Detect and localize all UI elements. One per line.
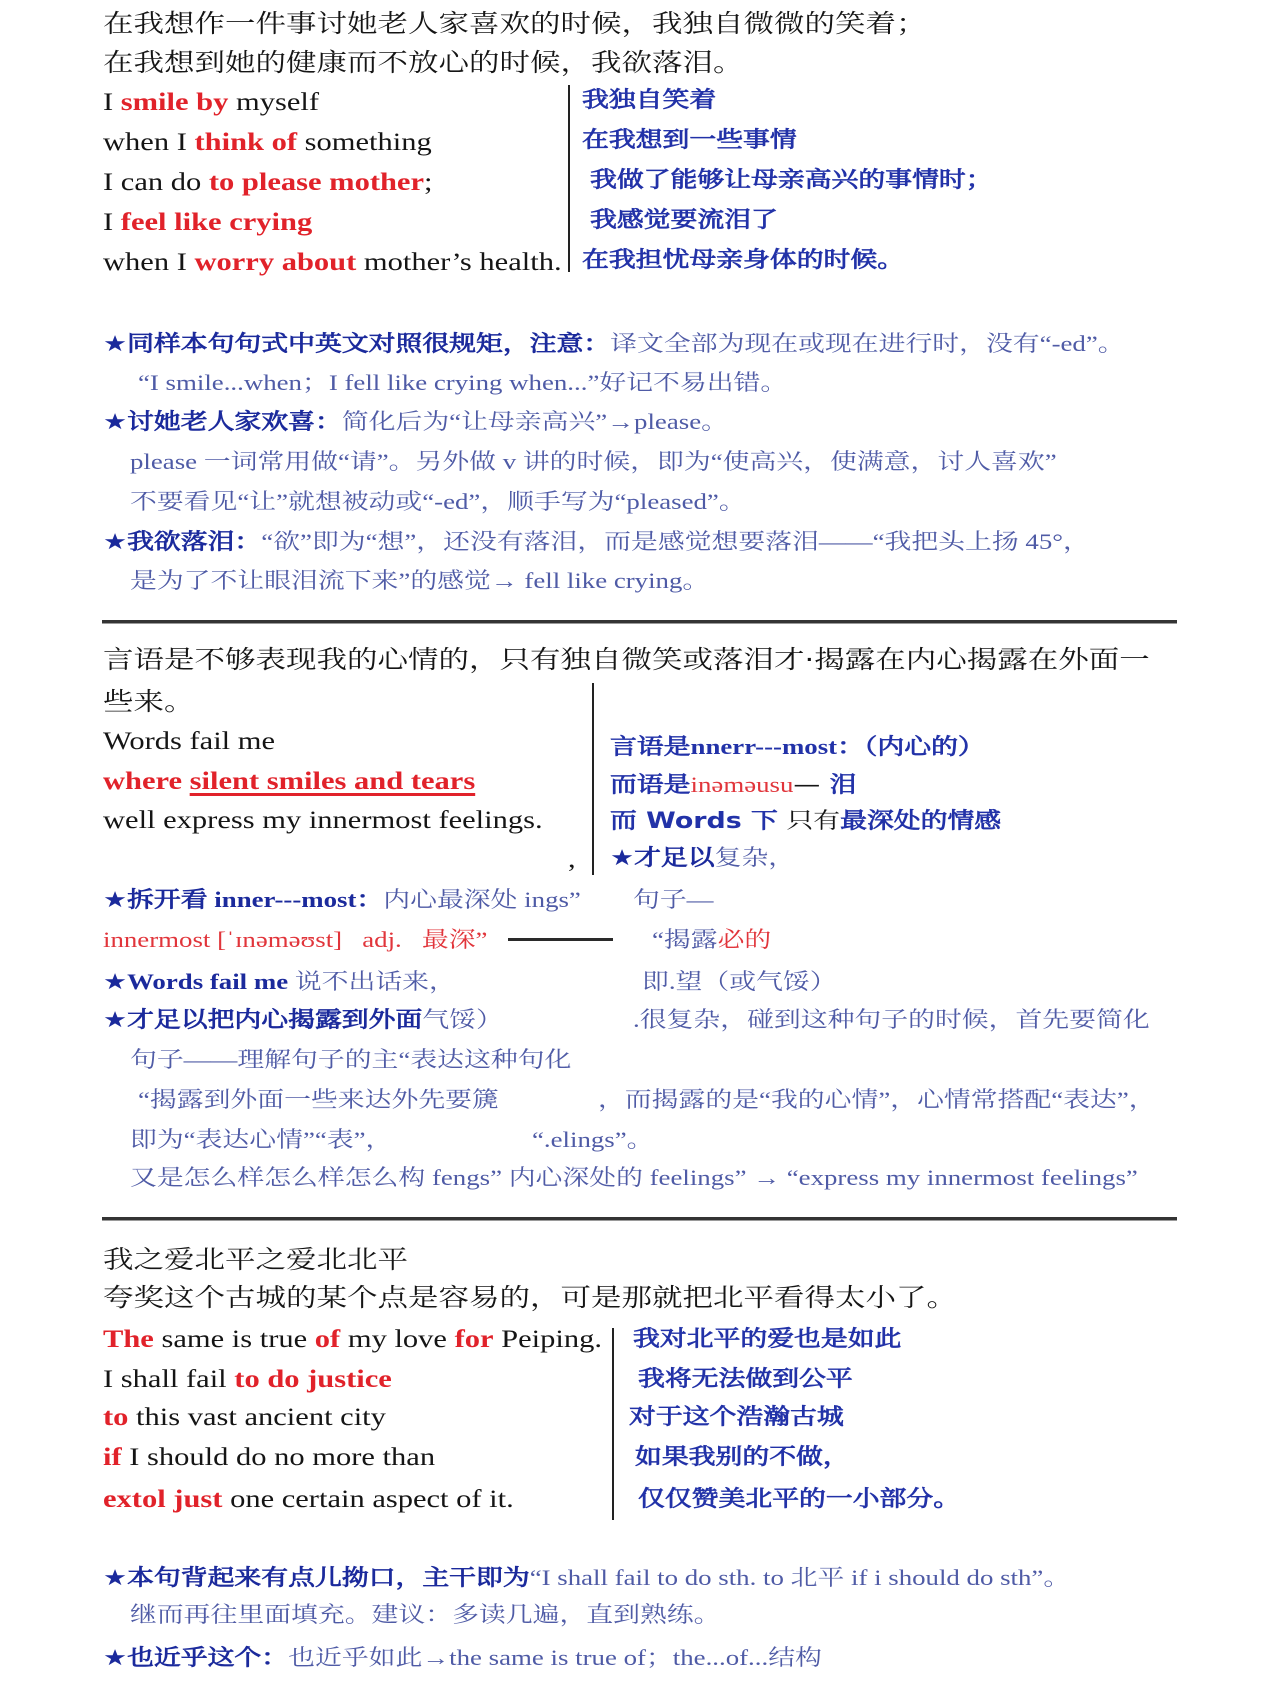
translation-line: 我感觉要流泪了	[590, 208, 778, 233]
note-line	[103, 1560, 1070, 1596]
translation-line: 在我想到一些事情	[582, 128, 797, 153]
translation-text: 只有	[777, 809, 841, 834]
dash-line	[508, 938, 613, 941]
keyword: to please mother	[208, 169, 425, 196]
star-icon: ★	[103, 530, 128, 555]
keyword: to	[103, 1404, 129, 1431]
note-label: 本句背起来有点儿拗口，主干即为	[127, 1566, 530, 1591]
note-line: “I smile...when；I fell like crying when...”好记不易出错。	[138, 370, 788, 395]
note-line	[103, 922, 487, 958]
english-text: ;	[424, 169, 433, 196]
english-text: I	[103, 209, 121, 236]
underlined-keyword: silent smiles and tears	[189, 768, 476, 795]
keyword: extol just	[103, 1486, 223, 1513]
note-label: 才足以把内心揭露到外面	[127, 1008, 423, 1033]
english-line: well express my innermost feelings.	[103, 807, 543, 834]
translation-line: 对于这个浩瀚古城	[629, 1405, 844, 1430]
english-line	[103, 1362, 392, 1398]
translation-text: 而语是	[610, 773, 691, 798]
star-icon: ★	[103, 1646, 128, 1671]
english-line	[103, 205, 312, 241]
note-aside: .很复杂，碰到这种句子的时候，首先要简化	[633, 1007, 1150, 1032]
translation-text: 泪	[820, 773, 857, 798]
translation-text: nnerr---most：	[690, 734, 864, 759]
keyword: smile by	[120, 89, 229, 116]
note-text: 译文全部为现在或现在进行时，没有“-ed”。	[610, 331, 1125, 356]
note-line	[610, 840, 795, 876]
english-line	[103, 125, 432, 161]
note-aside: 即.望（或气馁）	[642, 969, 837, 994]
star-icon: ★	[103, 410, 128, 435]
keyword: feel like crying	[120, 209, 313, 236]
english-line	[103, 1440, 435, 1476]
note-line: please 一词常用做“请”。另外做 v 讲的时候，即为“使高兴，使满意，讨人喜欢”	[130, 449, 1057, 474]
note-label: Words fail me	[127, 969, 295, 994]
note-text: “揭露	[652, 927, 718, 952]
vocab-meaning: 最深”	[421, 927, 488, 952]
note-line: 即为“表达心情”“表”，	[130, 1127, 393, 1152]
english-text: same is true	[153, 1326, 315, 1353]
translation-line: 我对北平的爱也是如此	[633, 1327, 902, 1352]
note-text: “I shall fail to do sth. to 北平 if i should do sth”。	[529, 1565, 1071, 1590]
stray-mark: ,	[568, 846, 576, 873]
translation-line: 如果我别的不做，	[635, 1445, 850, 1470]
translation-text: （内心的）	[863, 735, 985, 760]
note-line	[103, 524, 1090, 560]
column-divider	[612, 1328, 614, 1520]
note-text: “欲”即为“想”，还没有落泪，而是感觉想要落泪——“我把头上扬 45°，	[261, 529, 1090, 554]
phonetic-text: inəməusu	[690, 772, 794, 797]
dash-mark: —	[793, 773, 821, 798]
translation-line: 我独自笑着	[582, 88, 717, 113]
note-line	[103, 404, 728, 440]
note-label: 也近乎这个：	[127, 1646, 289, 1671]
translation-line	[610, 729, 985, 765]
note-text: 也近乎如此→the same is true of；the...of...结构	[288, 1645, 822, 1670]
english-text: mother’s health.	[356, 249, 562, 276]
note-label: 才足以	[634, 846, 715, 871]
english-line	[103, 1482, 514, 1518]
note-text: 简化后为“让母亲高兴”→please。	[341, 409, 728, 434]
chinese-source-line: 在我想到她的健康而不放心的时候，我欲落泪。	[103, 48, 744, 77]
chinese-source-line: 在我想作一件事讨她老人家喜欢的时候，我独自微微的笑着；	[103, 9, 927, 38]
chinese-source-line: 夸奖这个古城的某个点是容易的，可是那就把北平看得太小了。	[103, 1283, 958, 1312]
column-divider	[568, 85, 570, 272]
note-label: 拆开看 inner---most：	[127, 887, 384, 912]
english-text: Peiping.	[493, 1326, 602, 1353]
star-icon: ★	[103, 1008, 128, 1033]
star-icon: ★	[103, 888, 128, 913]
note-line: 继而再往里面填充。建议：多读几遍，直到熟练。	[130, 1602, 721, 1627]
keyword: The	[103, 1326, 154, 1353]
star-icon: ★	[610, 846, 635, 871]
vocab-phonetic: [ˈɪnəməʊst]	[217, 927, 343, 952]
note-line	[103, 1002, 503, 1038]
english-text: I	[103, 89, 121, 116]
translation-line	[610, 767, 856, 803]
note-line: 是为了不让眼泪流下来”的感觉→ fell like crying。	[130, 568, 710, 593]
chinese-source-line: 我之爱北平之爱北北平	[103, 1245, 409, 1274]
english-text: myself	[228, 89, 320, 116]
english-text: something	[297, 129, 432, 156]
english-text: when I	[103, 129, 195, 156]
translation-text: 而 Words 下	[610, 809, 778, 834]
note-line	[103, 964, 456, 1000]
note-label: 同样本句句式中英文对照很规矩，注意：	[127, 332, 611, 357]
section-divider	[102, 620, 1177, 623]
keyword: of	[314, 1326, 341, 1353]
english-text: one certain aspect of it.	[222, 1486, 514, 1513]
note-line	[103, 326, 1125, 362]
note-text: 复杂，	[714, 845, 796, 870]
chinese-source-line: 言语是不够表现我的心情的，只有独自微笑或落泪才·揭露在内心揭露在外面一	[103, 645, 1150, 674]
note-aside	[652, 922, 771, 958]
vocab-pos: adj.	[362, 927, 402, 952]
note-line: 句子——理解句子的主“表达这种句化	[130, 1047, 572, 1072]
keyword: to do justice	[234, 1366, 392, 1393]
english-line: Words fail me	[103, 728, 276, 755]
note-line	[103, 1640, 822, 1676]
note-text: 说不出话来，	[294, 969, 456, 994]
chinese-source-line: 些来。	[103, 687, 195, 716]
note-aside: “.elings”。	[532, 1127, 654, 1152]
translation-line: 我做了能够让母亲高兴的事情时；	[590, 168, 993, 193]
note-aside: ，而揭露的是“我的心情”，心情常搭配“表达”，	[598, 1087, 1156, 1112]
keyword: where	[103, 768, 190, 795]
note-line: “揭露到外面一些来达外先要篪	[138, 1087, 499, 1112]
star-icon: ★	[103, 332, 128, 357]
note-text: 必的	[717, 927, 772, 952]
translation-line: 我将无法做到公平	[638, 1367, 853, 1392]
english-text: I should do no more than	[121, 1444, 436, 1471]
english-line	[103, 85, 319, 121]
note-line	[103, 882, 581, 918]
english-text: I shall fail	[103, 1366, 235, 1393]
keyword: for	[454, 1326, 494, 1353]
keyword: if	[103, 1444, 122, 1471]
english-text: my love	[340, 1326, 455, 1353]
vocab-word: innermost	[103, 927, 211, 952]
note-text: 内心最深处 ings”	[383, 887, 581, 912]
note-text: 气馁）	[422, 1007, 503, 1032]
english-line	[103, 245, 562, 281]
section-divider	[102, 1217, 1177, 1220]
note-label: 我欲落泪：	[127, 530, 262, 555]
translation-text: 言语是	[610, 735, 691, 760]
keyword: worry about	[194, 249, 357, 276]
translation-line: 仅仅赞美北平的一小部分。	[638, 1487, 961, 1512]
translation-line: 在我担忧母亲身体的时候。	[582, 248, 905, 273]
translation-text: 最深处的情感	[840, 809, 1002, 834]
note-line: 不要看见“让”就想被动或“-ed”，顺手写为“pleased”。	[130, 489, 746, 514]
note-aside: 句子—	[633, 887, 714, 912]
note-label: 讨她老人家欢喜：	[127, 410, 342, 435]
english-text: this vast ancient city	[128, 1404, 386, 1431]
english-text: I can do	[103, 169, 209, 196]
column-divider	[592, 683, 594, 875]
star-icon: ★	[103, 1566, 128, 1591]
star-icon: ★	[103, 970, 128, 995]
english-line	[103, 1322, 602, 1358]
english-line	[103, 1400, 386, 1436]
english-line	[103, 165, 432, 201]
english-line	[103, 764, 475, 800]
translation-line	[610, 804, 1001, 840]
note-line: 又是怎么样怎么样怎么构 fengs” 内心深处的 feelings” → “express my innermost feelings”	[130, 1165, 1138, 1190]
english-text: when I	[103, 249, 195, 276]
keyword: think of	[194, 129, 298, 156]
